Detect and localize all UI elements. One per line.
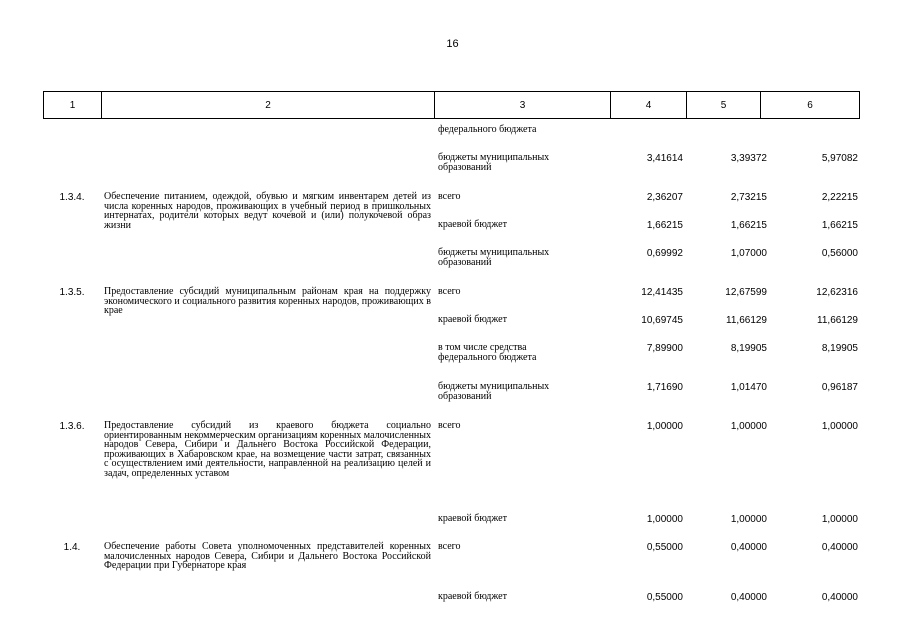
item-number: 1.3.6.	[59, 421, 85, 432]
value-col-6: 5,97082	[821, 153, 858, 164]
funding-source: бюджеты муниципальных образований	[438, 247, 550, 268]
header-col-4: 4	[611, 92, 687, 118]
header-col-1: 1	[44, 92, 102, 118]
value-col-5: 1,00000	[730, 421, 767, 432]
funding-source: краевой бюджет	[438, 513, 507, 524]
value-col-4: 1,00000	[646, 421, 683, 432]
value-col-4: 2,36207	[646, 192, 683, 203]
value-col-6: 11,66129	[817, 315, 858, 326]
funding-source: бюджеты муниципальных образований	[438, 381, 550, 402]
value-col-6: 0,40000	[821, 592, 858, 603]
value-col-5: 0,40000	[730, 592, 767, 603]
item-number: 1.3.5.	[59, 287, 85, 298]
value-col-6: 1,00000	[821, 421, 858, 432]
value-col-4: 1,00000	[646, 514, 683, 525]
funding-source: в том числе средства федерального бюджета	[438, 342, 537, 363]
item-number: 1.3.4.	[59, 192, 85, 203]
value-col-4: 1,71690	[646, 382, 683, 393]
funding-source: всего	[438, 191, 461, 202]
value-col-4: 10,69745	[641, 315, 683, 326]
value-col-5: 1,00000	[730, 514, 767, 525]
value-col-5: 3,39372	[730, 153, 767, 164]
value-col-5: 2,73215	[730, 192, 767, 203]
item-title: Обеспечение питанием, одеждой, обувью и мягким инвентарем детей из числа коренных народов, проживающих в учебный период в пришкольных интернатах, родители которых ведут кочевой и (или) полукочевой образ жизни	[104, 191, 431, 231]
value-col-6: 1,66215	[821, 220, 858, 231]
funding-source: федерального бюджета	[438, 124, 537, 135]
value-col-6: 12,62316	[816, 287, 858, 298]
value-col-5: 1,66215	[730, 220, 767, 231]
value-col-6: 8,19905	[821, 343, 858, 354]
header-col-5: 5	[687, 92, 761, 118]
value-col-4: 0,69992	[646, 248, 683, 259]
value-col-6: 0,56000	[821, 248, 858, 259]
value-col-4: 0,55000	[646, 542, 683, 553]
funding-source: всего	[438, 420, 461, 431]
header-col-2: 2	[102, 92, 435, 118]
funding-source: краевой бюджет	[438, 314, 507, 325]
value-col-5: 1,07000	[730, 248, 767, 259]
value-col-6: 2,22215	[821, 192, 858, 203]
value-col-5: 12,67599	[725, 287, 767, 298]
value-col-4: 12,41435	[641, 287, 683, 298]
value-col-6: 1,00000	[821, 514, 858, 525]
value-col-4: 3,41614	[646, 153, 683, 164]
value-col-5: 11,66129	[726, 315, 767, 326]
item-title: Обеспечение работы Совета уполномоченных представителей коренных малочисленных народов Севера, Сибири и Дальнего Востока Российской Федерации при Губернаторе края	[104, 541, 431, 572]
value-col-6: 0,96187	[821, 382, 858, 393]
value-col-4: 1,66215	[646, 220, 683, 231]
value-col-5: 0,40000	[730, 542, 767, 553]
item-title: Предоставление субсидий из краевого бюджета социально ориентированным некоммерческим организациям коренных малочисленных народов Севера, Сибири и Дальнего Востока Российской Федерации, проживающих в Хабаровском крае, на возмещение части затрат, связанных с осуществлением ими деятельности, направленной на реализацию целей и задач, определенных уставом	[104, 420, 431, 479]
value-col-5: 1,01470	[730, 382, 767, 393]
page-number: 16	[446, 38, 459, 50]
item-number: 1.4.	[63, 542, 81, 553]
value-col-5: 8,19905	[730, 343, 767, 354]
item-title: Предоставление субсидий муниципальным районам края на поддержку экономического и социального развития коренных народов, проживающих в крае	[104, 286, 431, 317]
funding-source: всего	[438, 286, 461, 297]
header-col-6: 6	[807, 99, 813, 111]
header-col-3: 3	[435, 92, 611, 118]
funding-source: краевой бюджет	[438, 219, 507, 230]
table-header	[43, 91, 860, 119]
value-col-4: 7,89900	[646, 343, 683, 354]
funding-source: всего	[438, 541, 461, 552]
value-col-6: 0,40000	[821, 542, 858, 553]
value-col-4: 0,55000	[646, 592, 683, 603]
funding-source: краевой бюджет	[438, 591, 507, 602]
funding-source: бюджеты муниципальных образований	[438, 152, 550, 173]
